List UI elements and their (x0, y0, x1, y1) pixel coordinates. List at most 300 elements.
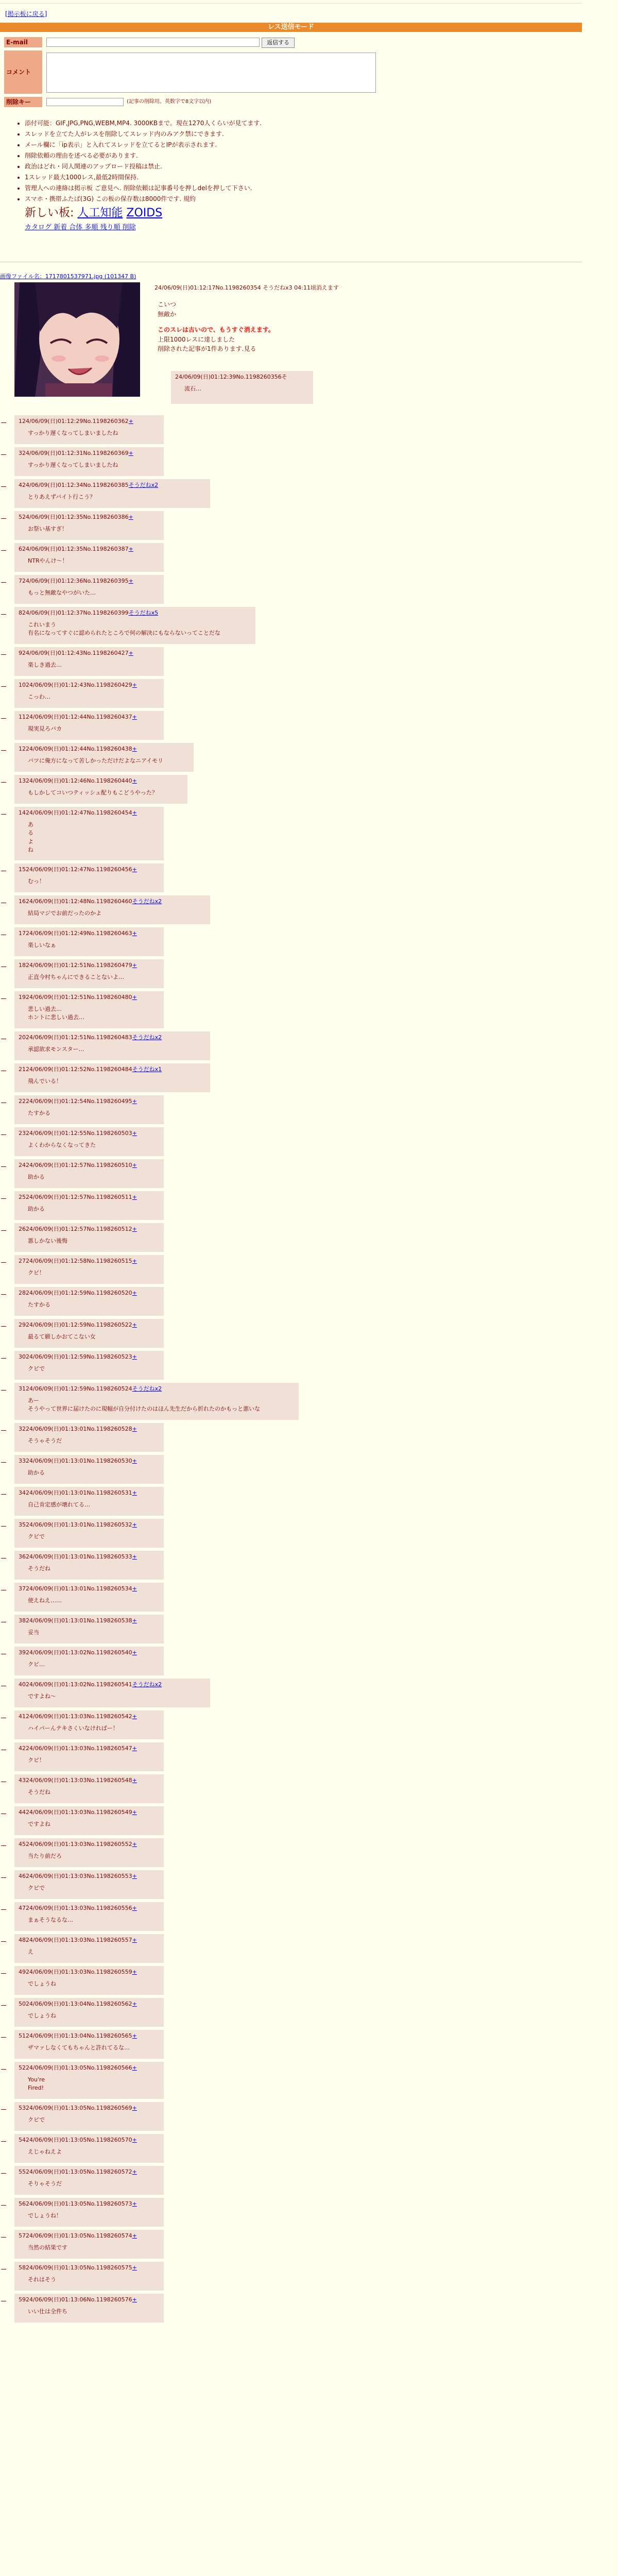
reply-header (19, 1681, 207, 1688)
reply-indent-mark (1, 1430, 6, 1431)
reply-line: る (28, 829, 33, 837)
reply-timestamp[interactable]: 24/06/09(日)01:12:55No.1198260503 (26, 1130, 132, 1137)
reply-header (19, 994, 161, 1001)
reply-number: 19 (19, 994, 26, 1001)
reply-number: 33 (19, 1458, 26, 1464)
reply-timestamp[interactable]: 24/06/09(日)01:12:51No.1198260480 (26, 994, 132, 1001)
reply-post (14, 1806, 164, 1835)
sodane-plus-button[interactable]: + (132, 1489, 137, 1496)
reply-mode-bar: レス送信モード (0, 23, 582, 32)
reply-line: 助かる (28, 1205, 45, 1212)
reply-post (14, 2294, 164, 2323)
reply-number: 28 (19, 1290, 26, 1296)
reply-post (14, 1966, 164, 1995)
reply-timestamp[interactable]: 24/06/09(日)01:13:02No.1198260541 (26, 1681, 132, 1688)
reply-timestamp[interactable]: 24/06/09(日)01:12:57No.1198260512 (26, 1226, 132, 1232)
reply-header (19, 2105, 161, 2112)
reply-header (19, 418, 161, 425)
sodane-plus-button[interactable]: + (132, 1777, 137, 1784)
reply-line: クビで (28, 2116, 45, 2123)
sodane-button[interactable]: そうだねx5 (128, 609, 159, 616)
sodane-plus-button[interactable]: + (132, 1937, 137, 1943)
reply-timestamp[interactable]: 24/06/09(日)01:12:43No.1198260429 (26, 682, 132, 688)
sodane-plus-button[interactable]: + (132, 866, 137, 873)
reply-number: 39 (19, 1649, 26, 1656)
reply-line: ですよね (28, 1820, 50, 1827)
reply-line: ね (28, 846, 33, 854)
reply-number: 7 (19, 578, 22, 584)
reply-header (19, 745, 191, 753)
reply-post (14, 1127, 164, 1156)
reply-header (19, 1194, 161, 1201)
reply-line: むっ！ (28, 877, 45, 885)
sodane-button[interactable]: そうだねx2 (128, 482, 159, 488)
reply-body (19, 461, 161, 470)
reply-post (14, 2198, 164, 2227)
reply-number: 11 (19, 714, 26, 720)
sodane-plus-button[interactable]: + (132, 1321, 137, 1328)
reply-timestamp[interactable]: 24/06/09(日)01:13:06No.1198260576 (26, 2296, 132, 2303)
rules-list (15, 120, 551, 203)
reply-indent-mark (1, 1973, 6, 1974)
reply-header (19, 1321, 161, 1329)
sodane-plus-button[interactable]: + (132, 1617, 137, 1624)
reply-body (19, 877, 161, 886)
sodane-plus-button[interactable]: + (132, 2001, 137, 2007)
new-board-link-zoids[interactable]: ZOIDS (126, 207, 163, 219)
sodane-plus-button[interactable]: + (132, 1841, 137, 1848)
sodane-plus-button[interactable]: + (132, 745, 137, 752)
reply-body (19, 1980, 161, 1989)
reply-timestamp[interactable]: 24/06/09(日)01:13:05No.1198260566 (26, 2064, 132, 2071)
sodane-plus-button[interactable]: + (132, 1226, 137, 1232)
reply-line: 妥当 (28, 1629, 39, 1636)
reply-body (19, 1533, 161, 1541)
reply-timestamp[interactable]: 24/06/09(日)01:13:03No.1198260557 (26, 1937, 132, 1943)
reply-body (19, 1437, 161, 1446)
reply-header (19, 1617, 161, 1624)
sodane-plus-button[interactable]: + (132, 962, 137, 969)
reply-number: 41 (19, 1713, 26, 1720)
reply-timestamp[interactable]: 24/06/09(日)01:13:01No.1198260530 (26, 1458, 132, 1464)
reply-post (14, 1519, 164, 1548)
sodane-plus-button[interactable]: + (132, 1585, 137, 1592)
reply-timestamp[interactable]: 24/06/09(日)01:13:05No.1198260573 (26, 2200, 132, 2207)
reply-timestamp[interactable]: 24/06/09(日)01:13:01No.1198260531 (26, 1489, 132, 1496)
sodane-plus-button[interactable]: + (132, 1290, 137, 1296)
reply-header (19, 2200, 161, 2208)
reply-body (19, 1205, 161, 1214)
reply-line: えじゃねえよ (28, 2148, 62, 2155)
sodane-plus-button[interactable]: + (128, 514, 133, 520)
reply-indent-mark (1, 486, 6, 487)
reply-number: 52 (19, 2064, 26, 2071)
reply-timestamp[interactable]: 24/06/09(日)01:13:01No.1198260528 (26, 1426, 132, 1432)
sodane-plus-button[interactable]: + (132, 2200, 137, 2207)
reply-line: 楽しき過去… (28, 661, 62, 668)
reply-header (19, 650, 161, 657)
reply-timestamp[interactable]: 24/06/09(日)01:12:44No.1198260437 (26, 714, 132, 720)
catalog-links[interactable]: カタログ 新着 合体 多順 残り順 削除 (25, 223, 136, 231)
reply-timestamp[interactable]: 24/06/09(日)01:13:03No.1198260549 (26, 1809, 132, 1816)
reply-indent-mark (1, 2173, 6, 2174)
reply-header (19, 1905, 161, 1912)
reply-timestamp[interactable]: 24/06/09(日)01:13:04No.1198260565 (26, 2032, 132, 2039)
reply-line: 助かる (28, 1469, 45, 1476)
sodane-plus-button[interactable]: + (132, 2064, 137, 2071)
rule-item: • 管理人への連絡は掲示板 ご意見へ. 削除依頼は記事番号を押しdelを押して下さい. (25, 184, 551, 192)
reply-timestamp[interactable]: 24/06/09(日)01:13:03No.1198260548 (26, 1777, 132, 1784)
reply-timestamp[interactable]: 24/06/09(日)01:13:05No.1198260574 (26, 2232, 132, 2239)
email-field[interactable] (46, 38, 260, 47)
sodane-plus-button[interactable]: + (132, 2168, 137, 2175)
reply-line: 助かる (28, 1173, 45, 1180)
sodane-plus-button[interactable]: + (128, 450, 133, 456)
reply-timestamp[interactable]: 24/06/09(日)01:12:51No.1198260483 (26, 1034, 132, 1041)
reply-header (19, 609, 252, 617)
reply-number: 29 (19, 1321, 26, 1328)
reply-timestamp[interactable]: 24/06/09(日)01:12:43No.1198260427 (22, 650, 129, 656)
sodane-plus-button[interactable]: + (132, 714, 137, 720)
reply-indent-mark (1, 998, 6, 999)
sodane-plus-button[interactable]: + (128, 546, 133, 552)
reply-number: 25 (19, 1194, 26, 1200)
reply-body (19, 429, 161, 438)
reply-body (19, 821, 161, 855)
sodane-plus-button[interactable]: + (132, 1745, 137, 1752)
reply-timestamp[interactable]: 24/06/09(日)01:13:01No.1198260538 (26, 1617, 132, 1624)
sodane-plus-button[interactable]: + (132, 1426, 137, 1432)
reply-timestamp[interactable]: 24/06/09(日)01:13:03No.1198260556 (26, 1905, 132, 1911)
op-header-text[interactable]: 24/06/09(日)01:12:17No.1198260354 そうだねx3 04:11頃消えます (154, 284, 339, 291)
email-row (4, 37, 576, 47)
reply-body (19, 1237, 161, 1246)
notice-line: 削除された記事が1件あります.見る (158, 345, 256, 353)
reply-post (14, 1223, 164, 1252)
new-board-link-ai[interactable]: 人工知能 (77, 207, 123, 219)
sodane-plus-button[interactable]: + (132, 1162, 137, 1168)
reply-post (14, 1423, 164, 1452)
reply-body (19, 525, 161, 534)
sodane-plus-button[interactable]: + (132, 994, 137, 1001)
reply-body (19, 2044, 161, 2053)
reply-header (19, 1777, 161, 1784)
reply-header (19, 1649, 161, 1656)
op-file-link[interactable]: 画像ファイル名：1717801537971.jpg (101347 B) (0, 273, 136, 280)
op-thumbnail[interactable] (14, 282, 140, 397)
reply-number: 5 (19, 514, 22, 520)
sodane-plus-button[interactable]: + (128, 578, 133, 584)
reply-timestamp[interactable]: 24/06/09(日)01:13:05No.1198260569 (26, 2105, 132, 2111)
reply-header (19, 962, 161, 969)
reply-timestamp[interactable]: 24/06/09(日)01:13:01No.1198260532 (26, 1521, 132, 1528)
reply-timestamp[interactable]: 24/06/09(日)01:12:59No.1198260522 (26, 1321, 132, 1328)
reply-header (19, 514, 161, 521)
op-line: 無敵か (158, 310, 177, 318)
reply-body (19, 1788, 161, 1797)
reply-number: 27 (19, 1258, 26, 1264)
reply-timestamp[interactable]: 24/06/09(日)01:13:04No.1198260562 (26, 2001, 132, 2007)
sodane-button[interactable]: そうだねx2 (132, 898, 162, 905)
sodane-plus-button[interactable]: + (132, 2296, 137, 2303)
reply-post (14, 447, 164, 476)
sodane-plus-button[interactable]: + (132, 809, 137, 816)
reply-post (14, 1774, 164, 1803)
op-file-info (0, 273, 136, 280)
reply-timestamp[interactable]: 24/06/09(日)01:12:51No.1198260479 (26, 962, 132, 969)
reply-post (14, 607, 255, 644)
reply-number: 1 (19, 418, 22, 425)
back-to-board-link[interactable]: [掲示板に戻る] (5, 10, 47, 18)
anime-girl-image (14, 282, 140, 397)
submit-button[interactable]: 返信する (262, 38, 295, 48)
reply-header (19, 1426, 161, 1433)
reply-number: 46 (19, 1873, 26, 1879)
reply-timestamp[interactable]: 24/06/09(日)01:12:34No.1198260385 (22, 482, 129, 488)
reply-number: 45 (19, 1841, 26, 1848)
reply-indent-mark (1, 750, 6, 751)
sodane-plus-button[interactable]: + (128, 650, 133, 656)
reply-line: よくわからなくなってきた (28, 1141, 96, 1148)
reply-body (19, 693, 161, 702)
sodane-plus-button[interactable]: + (132, 1905, 137, 1911)
reply-post (14, 1838, 164, 1867)
sodane-plus-button[interactable]: + (128, 418, 133, 425)
reply-line: 当然の結果です (28, 2244, 67, 2251)
reply-timestamp[interactable]: 24/06/09(日)01:12:29No.1198260362 (22, 418, 129, 425)
reply-post (14, 511, 164, 540)
reply-line: バツに俺方になって苦しかっただけだよなニアイモリ (28, 757, 164, 764)
sodane-plus-button[interactable]: + (132, 2105, 137, 2111)
reply-indent-mark (1, 518, 6, 519)
rule-item: • 削除依頼の理由を述べる必要があります. (25, 152, 551, 160)
reply-timestamp[interactable]: 24/06/09(日)01:12:52No.1198260484 (26, 1066, 132, 1073)
reply-line: ですよね〜 (28, 1692, 56, 1700)
sodane-plus-button[interactable]: + (132, 1353, 137, 1360)
reply-number: 20 (19, 1034, 26, 1041)
rule-item: • スレッドを立てた人がレスを削除してスレッド内のみアク禁にできます. (25, 130, 551, 138)
reply-timestamp[interactable]: 24/06/09(日)01:12:44No.1198260438 (26, 745, 132, 752)
op-line: こいつ (158, 301, 177, 308)
reply-timestamp[interactable]: 24/06/09(日)01:13:03No.1198260552 (26, 1841, 132, 1848)
reply-post (14, 863, 164, 892)
reply-number: 56 (19, 2200, 26, 2207)
reply-header (19, 809, 161, 817)
reply-line: そうやって世界に届けたのに現幅が自分付けたのはほん先生だから折れたのかもっと悪いな (28, 1405, 260, 1413)
reply-header (19, 1130, 161, 1137)
reply-timestamp[interactable]: 24/06/09(日)01:13:03No.1198260559 (26, 1969, 132, 1975)
reply-body (19, 1333, 161, 1342)
reply-header (19, 1489, 161, 1497)
reply-line: 悪しかない後悔 (28, 1237, 67, 1244)
reply-header (19, 1458, 161, 1465)
sodane-plus-button[interactable]: + (132, 1194, 137, 1200)
sodane-button[interactable]: そうだねx1 (132, 1066, 162, 1073)
op-body (158, 300, 374, 354)
reply-number: 53 (19, 2105, 26, 2111)
reply-timestamp[interactable]: 24/06/09(日)01:13:01No.1198260534 (26, 1585, 132, 1592)
first-reply-header[interactable]: 24/06/09(日)01:12:39No.1198260356そ (175, 374, 287, 380)
reply-number: 18 (19, 962, 26, 969)
reply-timestamp[interactable]: 24/06/09(日)01:12:35No.1198260386 (22, 514, 129, 520)
reply-body (19, 1365, 161, 1374)
sodane-plus-button[interactable]: + (132, 2137, 137, 2143)
reply-post (14, 1455, 164, 1484)
reply-post (14, 1383, 299, 1420)
new-board-prefix: 新しい板: (25, 207, 78, 219)
reply-header (19, 2032, 161, 2040)
reply-line: クビで (28, 1533, 45, 1540)
reply-post (14, 2166, 164, 2195)
reply-timestamp[interactable]: 24/06/09(日)01:13:05No.1198260570 (26, 2137, 132, 2143)
reply-number: 57 (19, 2232, 26, 2239)
reply-number: 13 (19, 777, 26, 784)
reply-indent-mark (1, 454, 6, 455)
reply-post (14, 1583, 164, 1612)
sodane-plus-button[interactable]: + (132, 930, 137, 937)
reply-timestamp[interactable]: 24/06/09(日)01:12:48No.1198260460 (26, 898, 132, 905)
comment-textarea[interactable] (46, 53, 376, 93)
reply-post (14, 807, 164, 860)
reply-number: 47 (19, 1905, 26, 1911)
reply-timestamp[interactable]: 24/06/09(日)01:12:36No.1198260395 (22, 578, 129, 584)
reply-timestamp[interactable]: 24/06/09(日)01:12:59No.1198260520 (26, 1290, 132, 1296)
op-header (154, 284, 339, 292)
reply-header (19, 714, 161, 721)
reply-timestamp[interactable]: 24/06/09(日)01:12:54No.1198260495 (26, 1098, 132, 1105)
reply-post (14, 1742, 164, 1771)
reply-line: 結局マジでお前だったのかよ (28, 909, 101, 917)
reply-timestamp[interactable]: 24/06/09(日)01:12:58No.1198260515 (26, 1258, 132, 1264)
sodane-plus-button[interactable]: + (132, 1130, 137, 1137)
reply-post (14, 1063, 210, 1092)
reply-number: 34 (19, 1489, 26, 1496)
reply-timestamp[interactable]: 24/06/09(日)01:12:37No.1198260399 (22, 609, 129, 616)
reply-timestamp[interactable]: 24/06/09(日)01:13:05No.1198260575 (26, 2264, 132, 2271)
reply-post (14, 711, 164, 740)
reply-number: 3 (19, 450, 22, 456)
reply-body (19, 2308, 161, 2316)
reply-body (19, 1565, 161, 1573)
reply-timestamp[interactable]: 24/06/09(日)01:12:35No.1198260387 (22, 546, 129, 552)
reply-line: 悲しい過去… (28, 1005, 62, 1012)
reply-header (19, 1937, 161, 1944)
reply-indent-mark (1, 2069, 6, 2070)
sodane-button[interactable]: そうだねx2 (132, 1385, 162, 1392)
reply-number: 30 (19, 1353, 26, 1360)
sodane-button[interactable]: そうだねx2 (132, 1034, 162, 1041)
reply-header (19, 1385, 296, 1393)
reply-header (19, 2168, 161, 2176)
reply-timestamp[interactable]: 24/06/09(日)01:12:57No.1198260510 (26, 1162, 132, 1168)
reply-timestamp[interactable]: 24/06/09(日)01:13:03No.1198260553 (26, 1873, 132, 1879)
reply-post (14, 679, 164, 708)
reply-body (19, 1141, 161, 1150)
reply-line: 飛んでいる！ (28, 1077, 62, 1084)
reply-line: もしかしてコいつティッシュ配りもこどうやった？ (28, 789, 158, 796)
reply-timestamp[interactable]: 24/06/09(日)01:13:02No.1198260540 (26, 1649, 132, 1656)
sodane-plus-button[interactable]: + (132, 1521, 137, 1528)
sodane-plus-button[interactable]: + (132, 2032, 137, 2039)
board-rules (15, 120, 551, 232)
reply-post (14, 743, 194, 772)
sodane-plus-button[interactable]: + (132, 1553, 137, 1560)
sodane-plus-button[interactable]: + (132, 2264, 137, 2271)
reply-timestamp[interactable]: 24/06/09(日)01:12:49No.1198260463 (26, 930, 132, 937)
reply-post (14, 1287, 164, 1316)
reply-post (14, 2030, 164, 2059)
sodane-plus-button[interactable]: + (132, 682, 137, 688)
reply-timestamp[interactable]: 24/06/09(日)01:12:46No.1198260440 (26, 777, 132, 784)
sodane-plus-button[interactable]: + (132, 1098, 137, 1105)
reply-body (19, 1916, 161, 1925)
reply-timestamp[interactable]: 24/06/09(日)01:12:47No.1198260456 (26, 866, 132, 873)
reply-timestamp[interactable]: 24/06/09(日)01:12:57No.1198260511 (26, 1194, 132, 1200)
reply-line: よ (28, 838, 33, 845)
reply-body (19, 1884, 161, 1893)
sodane-plus-button[interactable]: + (132, 1258, 137, 1264)
top-divider (0, 3, 582, 4)
sodane-plus-button[interactable]: + (132, 1458, 137, 1464)
sodane-plus-button[interactable]: + (132, 1969, 137, 1975)
reply-timestamp[interactable]: 24/06/09(日)01:12:31No.1198260369 (22, 450, 129, 456)
reply-number: 43 (19, 1777, 26, 1784)
reply-body (19, 1005, 161, 1022)
reply-post (14, 1487, 164, 1516)
delete-key-label: 削除キー (4, 97, 42, 107)
reply-number: 23 (19, 1130, 26, 1137)
reply-number: 50 (19, 2001, 26, 2007)
new-board-line (25, 206, 551, 221)
sodane-plus-button[interactable]: + (132, 1809, 137, 1816)
reply-body (19, 2244, 161, 2252)
reply-line: でしょうね (28, 1980, 56, 1987)
sodane-button[interactable]: そうだねx2 (132, 1681, 162, 1688)
reply-timestamp[interactable]: 24/06/09(日)01:12:59No.1198260524 (26, 1385, 132, 1392)
reply-header (19, 1713, 161, 1720)
sodane-plus-button[interactable]: + (132, 2232, 137, 2239)
reply-header (19, 578, 161, 585)
reply-header (19, 1290, 161, 1297)
sodane-plus-button[interactable]: + (132, 1873, 137, 1879)
reply-line: たすかる (28, 1301, 50, 1308)
reply-number: 26 (19, 1226, 26, 1232)
reply-body (19, 1692, 207, 1701)
delete-key-field[interactable] (46, 98, 124, 106)
sodane-plus-button[interactable]: + (132, 777, 137, 784)
reply-number: 22 (19, 1098, 26, 1105)
reply-timestamp[interactable]: 24/06/09(日)01:13:03No.1198260547 (26, 1745, 132, 1752)
reply-header (19, 1585, 161, 1592)
sodane-plus-button[interactable]: + (132, 1649, 137, 1656)
reply-timestamp[interactable]: 24/06/09(日)01:13:01No.1198260533 (26, 1553, 132, 1560)
reply-header (19, 2001, 161, 2008)
reply-timestamp[interactable]: 24/06/09(日)01:13:03No.1198260542 (26, 1713, 132, 1720)
reply-line: 正直今村ちゃんにできることないよ… (28, 973, 124, 980)
reply-line: え (28, 1948, 33, 1955)
reply-header (19, 2264, 161, 2272)
reply-timestamp[interactable]: 24/06/09(日)01:12:59No.1198260523 (26, 1353, 132, 1360)
reply-post (14, 647, 164, 676)
reply-timestamp[interactable]: 24/06/09(日)01:13:05No.1198260572 (26, 2168, 132, 2175)
reply-indent-mark (1, 2237, 6, 2238)
sodane-plus-button[interactable]: + (132, 1713, 137, 1720)
reply-line: ホントに悲しい過去… (28, 1014, 84, 1021)
reply-body (19, 1820, 161, 1829)
reply-post (14, 415, 164, 444)
reply-post (14, 1551, 164, 1580)
reply-timestamp[interactable]: 24/06/09(日)01:12:47No.1198260454 (26, 809, 132, 816)
